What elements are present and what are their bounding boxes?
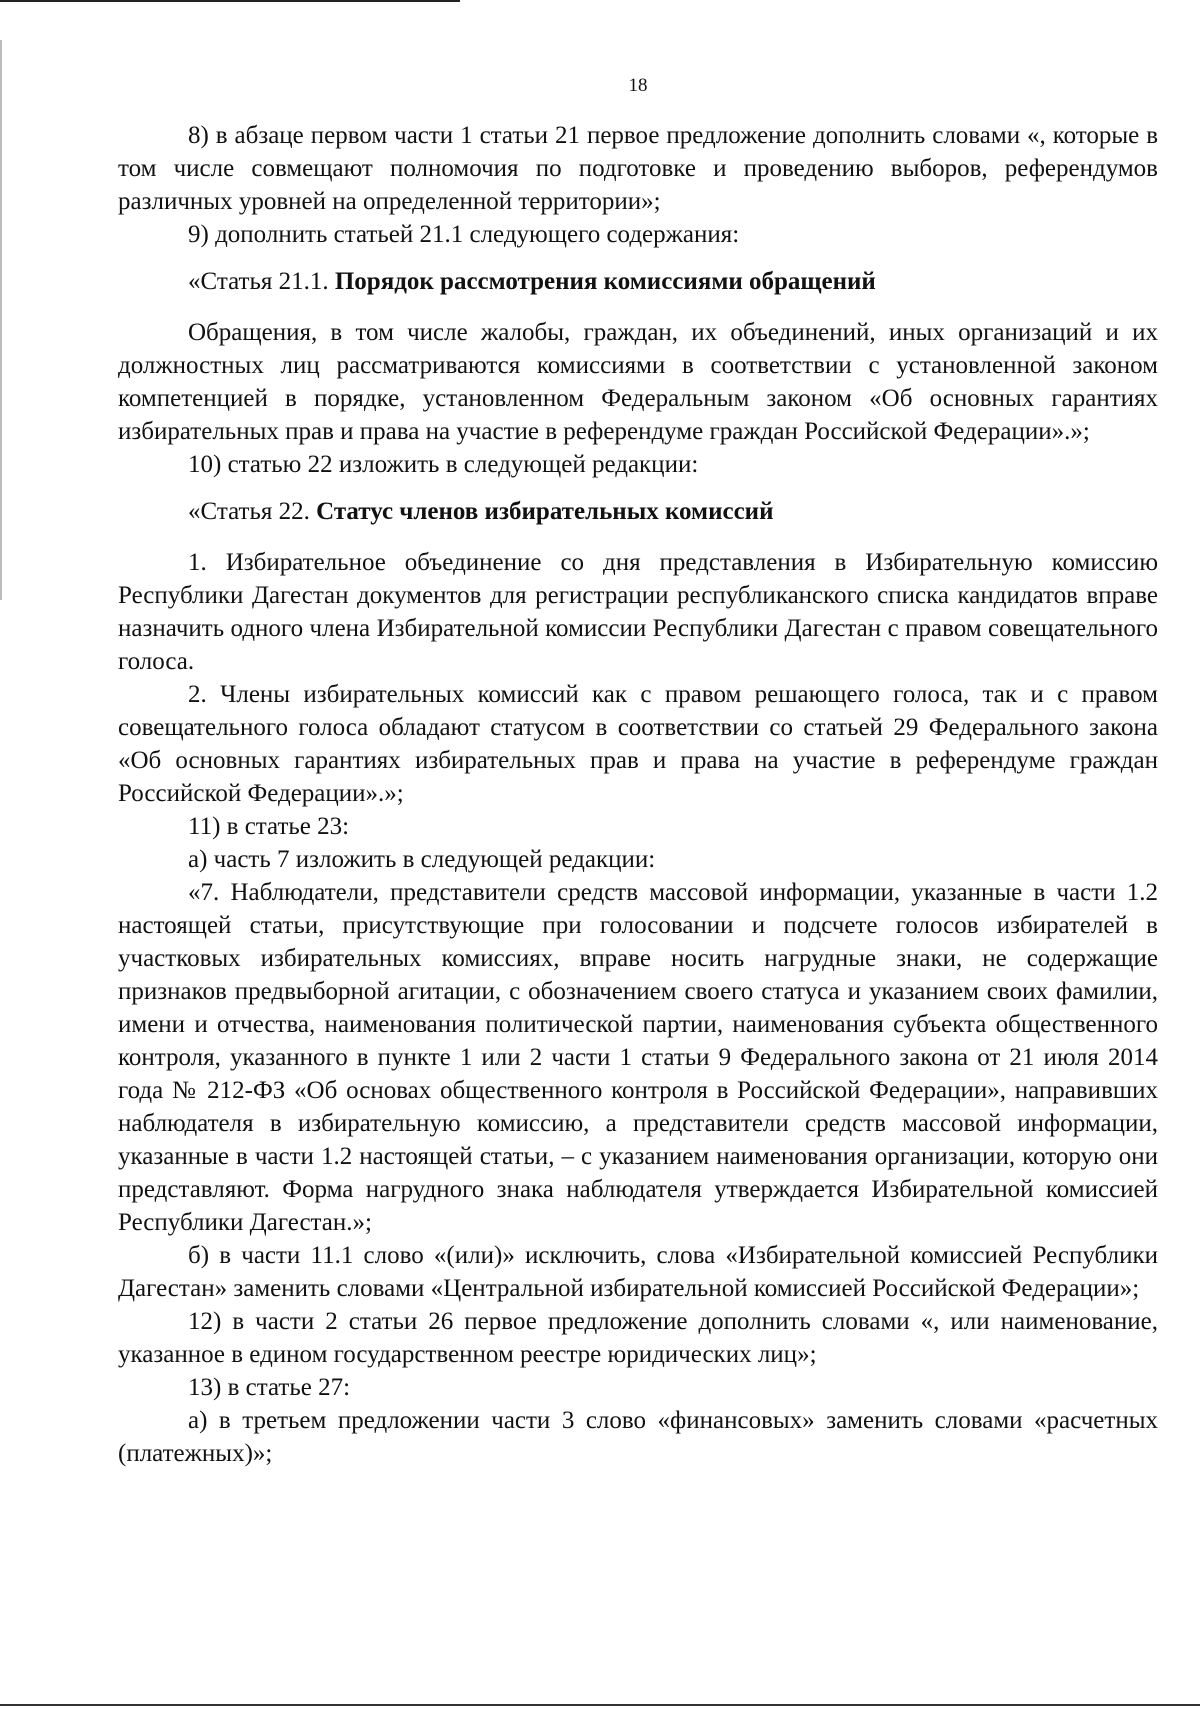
paragraph-article-22-part-2: 2. Члены избирательных комиссий как с правом решающего голоса, так и с правом совещательного голоса обладают статусом в соответствии со статьей 29 Федерального закона «Об основных гарантиях избирательных прав и права на участие в референдуме граждан Российской Федерации».»; [118,681,1158,807]
scan-edge-top [0,0,460,2]
paragraph-item-13: 13) в статье 27: [188,1374,351,1401]
paragraph-item-11: 11) в статье 23: [188,813,350,840]
article-heading-22 [118,495,1158,528]
article-heading-prefix: «Статья 22. [188,498,317,525]
article-heading-21-1 [118,265,1158,298]
document-page [118,75,1158,1470]
page-number: 18 [628,75,648,96]
paragraph-item-13-a: а) в третьем предложении части 3 слово «финансовых» заменить словами «расчетных (платежных)»; [118,1407,1158,1467]
paragraph-item-9: 9) дополнить статьей 21.1 следующего содержания: [188,221,740,248]
paragraph-item-11-a: а) часть 7 изложить в следующей редакции: [188,846,656,873]
paragraph-item-10: 10) статью 22 изложить в следующей редакции: [188,451,699,478]
scan-edge-bottom [0,1704,1200,1706]
paragraph-item-12: 12) в части 2 статьи 26 первое предложение дополнить словами «, или наименование, указанное в едином государственном реестре юридических лиц»; [118,1308,1158,1368]
article-heading-title: Порядок рассмотрения комиссиями обращений [334,268,876,295]
paragraph-item-11-b: б) в части 11.1 слово «(или)» исключить, слова «Избирательной комиссией Республики Дагестан» заменить словами «Центральной избирательной комиссией Российской Федерации»; [118,1242,1158,1302]
article-heading-prefix: «Статья 21.1. [188,268,335,295]
paragraph-item-8: 8) в абзаце первом части 1 статьи 21 первое предложение дополнить словами «, которые в том числе совмещают полномочия по подготовке и проведению выборов, референдумов различных уровней на определенной территории»; [118,122,1158,215]
paragraph-article-21-1-body: Обращения, в том числе жалобы, граждан, их объединений, иных организаций и их должностных лиц рассматриваются комиссиями в соответствии с установленной законом компетенцией в порядке, установленном Федеральным законом «Об основных гарантиях избирательных прав и права на участие в референдуме граждан Российской Федерации».»; [118,319,1158,445]
paragraph-part-7: «7. Наблюдатели, представители средств массовой информации, указанные в части 1.2 настоящей статьи, присутствующие при голосовании и подсчете голосов избирателей в участковых избирательных комиссиях, вправе носить нагрудные знаки, не содержащие признаков предвыборной агитации, с обозначением своего статуса и указанием своих фамилии, имени и отчества, наименования политической партии, наименования субъекта общественного контроля, указанного в пункте 1 или 2 части 1 статьи 9 Федерального закона от 21 июля 2014 года № 212-ФЗ «Об основах общественного контроля в Российской Федерации», направивших наблюдателя в избирательную комиссию, а представители средств массовой информации, указанные в части 1.2 настоящей статьи, – с указанием наименования организации, которую они представляют. Форма нагрудного знака наблюдателя утверждается Избирательной комиссией Республики Дагестан.»; [118,879,1158,1236]
paragraph-article-22-part-1: 1. Избирательное объединение со дня представления в Избирательную комиссию Республики Дагестан документов для регистрации республиканского списка кандидатов вправе назначить одного члена Избирательной комиссии Республики Дагестан с правом совещательного голоса. [118,549,1158,675]
article-heading-title: Статус членов избирательных комиссий [316,498,774,525]
scan-edge-left [0,40,2,600]
